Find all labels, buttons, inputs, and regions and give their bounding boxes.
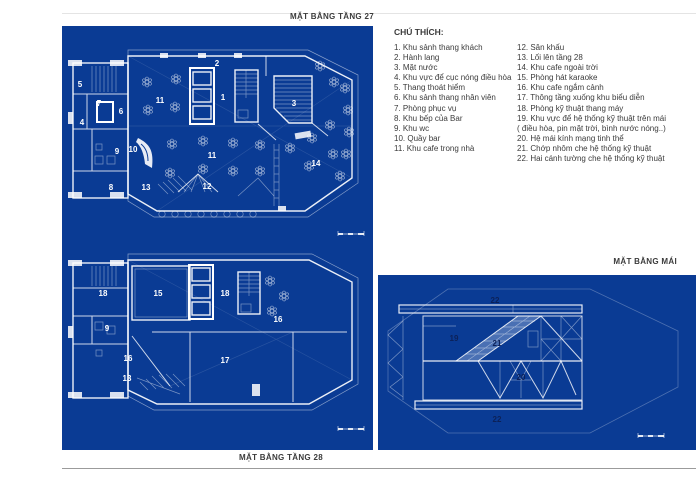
- room-label: 11: [207, 151, 217, 160]
- legend-item: 11. Khu cafe trong nhà: [394, 143, 475, 153]
- legend-item: 20. Hệ mái kính mạng tinh thể: [517, 133, 624, 143]
- legend-item: 21. Chớp nhôm che hệ thống kỹ thuật: [517, 143, 652, 153]
- roof-title: MẶT BẰNG MÁI: [613, 257, 677, 266]
- legend-item: 2. Hành lang: [394, 53, 440, 63]
- room-label: 12: [202, 182, 212, 191]
- floor-28-plan: [68, 254, 364, 431]
- room-label: 9: [104, 324, 110, 333]
- legend-item: 17. Thông tầng xuống khu biểu diễn: [517, 93, 645, 103]
- room-label: 15: [153, 289, 163, 298]
- legend-item: 4. Khu vực để cục nóng điều hòa: [394, 73, 512, 83]
- room-label: 8: [108, 183, 114, 192]
- floor-27-plan: [68, 50, 364, 236]
- room-label: 10: [128, 145, 138, 154]
- legend-item: 3. Mặt nước: [394, 63, 438, 73]
- room-label: 14: [311, 159, 321, 168]
- floor28-room-labels: [99, 289, 283, 383]
- shaft-through-roof: [528, 331, 538, 347]
- legend: [394, 27, 694, 164]
- legend-item: 5. Thang thoát hiểm: [394, 83, 466, 93]
- legend-column-2: [517, 43, 694, 164]
- room-label: 18: [220, 289, 230, 298]
- terrace-tables: [159, 211, 256, 217]
- legend-item: 18. Phòng kỹ thuật thang máy: [517, 103, 624, 113]
- legend-item: 1. Khu sảnh thang khách: [394, 43, 483, 52]
- legend-item: ( điều hòa, pin mặt trời, bình nước nóng..): [517, 123, 666, 133]
- legend-item: 16. Khu cafe ngắm cảnh: [517, 83, 604, 93]
- stair-to-28-hatch: [137, 374, 185, 394]
- scale-bar-27: [338, 231, 364, 236]
- wall-wing-top: [399, 305, 582, 313]
- stage: [178, 174, 274, 196]
- floor28-title: MẶT BẰNG TẦNG 28: [239, 453, 323, 462]
- room-label: 3: [291, 99, 297, 108]
- legend-item: 12. Sân khấu: [517, 43, 565, 52]
- bottom-divider: [62, 468, 696, 469]
- view-cafe-tables: [266, 276, 289, 316]
- floor-plans-panel: [62, 26, 373, 450]
- wall-wing-bottom: [415, 401, 582, 409]
- room-label: 5: [77, 80, 83, 89]
- room-label: 11: [155, 96, 165, 105]
- scale-bar-roof: [638, 433, 664, 438]
- floor27-title: MẶT BẰNG TẦNG 27: [290, 12, 374, 21]
- legend-item: 9. Khu wc: [394, 123, 430, 133]
- room-label: 22: [492, 415, 502, 424]
- room-label: 1: [220, 93, 226, 102]
- scale-bar-28: [338, 426, 364, 431]
- top-divider: [62, 13, 696, 14]
- escape-stair: [92, 66, 116, 92]
- partition-ladder: [274, 144, 279, 206]
- legend-item: 19. Khu vực để hệ thống kỹ thuật trên mái: [517, 113, 666, 123]
- room-label: 9: [114, 147, 120, 156]
- roof-plan-panel: [378, 275, 696, 450]
- room-label: 6: [118, 107, 124, 116]
- legend-item: 15. Phòng hát karaoke: [517, 73, 598, 83]
- legend-item: 14. Khu cafe ngoài trời: [517, 63, 598, 73]
- room-label: 19: [449, 334, 459, 343]
- room-label: 16: [123, 354, 133, 363]
- room-label: 13: [122, 374, 132, 383]
- legend-item: 10. Quầy bar: [394, 133, 441, 143]
- room-label: 17: [220, 356, 230, 365]
- legend-item: 7. Phòng phục vụ: [394, 103, 457, 113]
- legend-item: 13. Lối lên tầng 28: [517, 53, 583, 63]
- legend-item: 8. Khu bếp của Bar: [394, 113, 463, 123]
- legend-item: 6. Khu sảnh thang nhân viên: [394, 93, 496, 103]
- boomerang-bar: [136, 138, 152, 168]
- guest-stair-28: [238, 272, 260, 314]
- room-label: 13: [141, 183, 151, 192]
- roof-plan: [388, 289, 678, 438]
- left-louver-wing: [388, 316, 403, 400]
- room-label: 7: [96, 99, 102, 108]
- room-label: 22: [490, 296, 500, 305]
- room-label: 18: [98, 289, 108, 298]
- guest-stair: [235, 70, 258, 122]
- room-label: 20: [516, 373, 526, 382]
- room-label: 21: [492, 339, 502, 348]
- floor-plans-drawing: [62, 26, 373, 450]
- legend-column-1: [394, 43, 517, 164]
- elevator-core-28: [189, 265, 213, 319]
- roof-plan-drawing: [378, 275, 696, 450]
- room-label: 2: [214, 59, 220, 68]
- room-label: 4: [79, 118, 85, 127]
- legend-heading: CHÚ THÍCH:: [394, 27, 444, 37]
- crystal-roof-truss: [478, 316, 582, 398]
- legend-item: 22. Hai cánh tường che hệ thống kỹ thuật: [517, 154, 665, 164]
- room-label: 16: [273, 315, 283, 324]
